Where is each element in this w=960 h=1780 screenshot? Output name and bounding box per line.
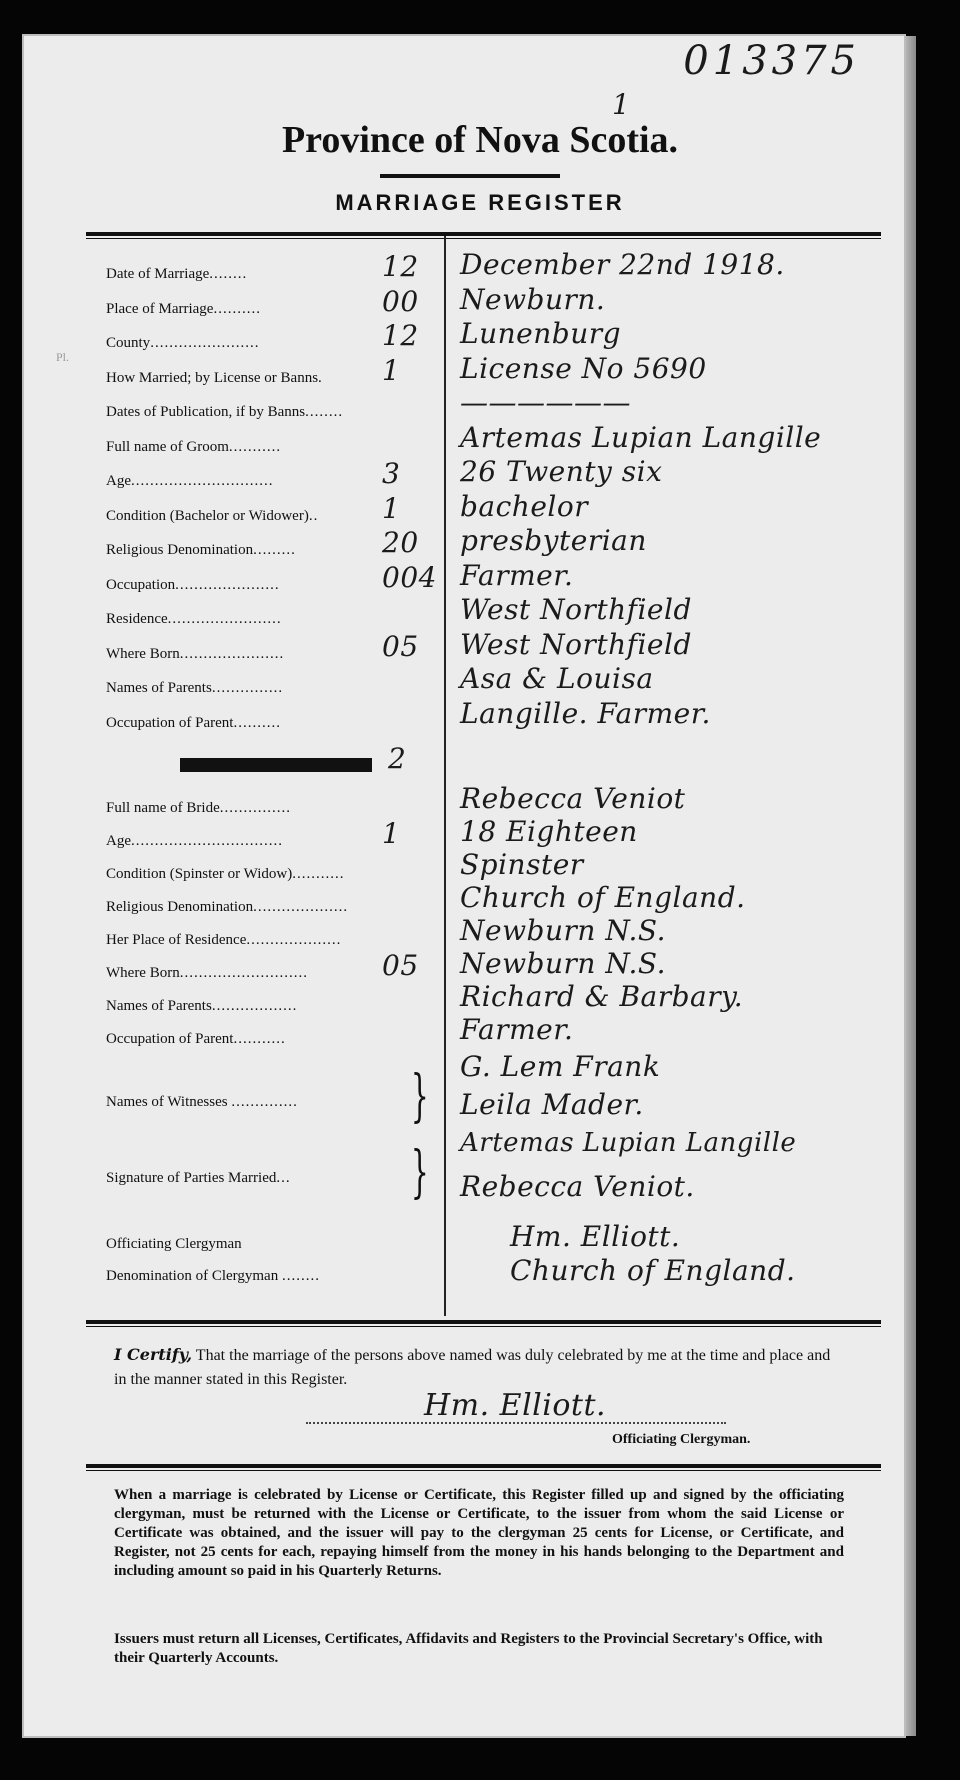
groom-row-value: Langille. Farmer.: [460, 696, 711, 730]
bride-row-code: 1: [382, 817, 401, 850]
groom-row-value: Artemas Lupian Langille: [460, 420, 822, 454]
separator-code: 2: [388, 742, 407, 775]
groom-row-code: 12: [382, 250, 419, 283]
groom-row-value: presbyterian: [460, 524, 647, 557]
groom-row-value: Lunenburg: [460, 317, 622, 350]
groom-row-label: Religious Denomination.........: [106, 542, 296, 558]
groom-row-value: 26 Twenty six: [460, 455, 663, 488]
groom-row-label: Occupation of Parent..........: [106, 714, 281, 731]
groom-row-value: December 22nd 1918.: [460, 248, 785, 281]
signature-caption: Officiating Clergyman.: [612, 1432, 751, 1447]
officiating-clergyman-value: Hm. Elliott.: [510, 1220, 681, 1253]
groom-row-label: Date of Marriage........: [106, 266, 248, 282]
footer-rule: [86, 1464, 881, 1468]
witnesses-label: Names of Witnesses ..............: [106, 1094, 298, 1110]
bride-row-label: Age................................: [106, 833, 283, 849]
certify-body: That the marriage of the persons above named was duly celebrated by me at the time and place and in the manner stated in this Register.: [114, 1347, 831, 1388]
footer-instructions: When a marriage is celebrated by License or Certificate, this Register filled up and signed by the officiating clergyman, must be returned with the License or Certificate, to the issuer from whom the said License or Certificate was obtained, and the issuer will pay to the clergyman 25 cents for License, or Certificate, and Register, not 25 cents for each, repaying himself from the money in his hands belonging to the Department and including amount so paid in his Quarterly Returns.: [114, 1487, 844, 1579]
bride-row-value: 18 Eighteen: [460, 815, 638, 848]
bride-row-label: Names of Parents..................: [106, 998, 298, 1014]
footer-note: Issuers must return all Licenses, Certificates, Affidavits and Registers to the Provincial Secretary's Office, with their Quarterly Accounts.: [114, 1631, 823, 1666]
witness-1: G. Lem Frank: [460, 1050, 661, 1083]
groom-row-label: Residence........................: [106, 611, 282, 627]
groom-row-label: Condition (Bachelor or Widower)..: [106, 507, 319, 524]
bride-row-label: Occupation of Parent...........: [106, 1031, 286, 1047]
bride-row-label: Religious Denomination....................: [106, 899, 349, 915]
groom-row-code: 05: [382, 629, 419, 663]
document-title: Province of Nova Scotia.: [281, 119, 679, 161]
bride-row-code: 05: [382, 949, 419, 982]
groom-row-value: West Northfield: [460, 627, 692, 661]
margin-mark: Pl.: [56, 350, 70, 364]
groom-row-label: Full name of Groom...........: [106, 438, 282, 455]
groom-row-value: Newburn.: [460, 282, 606, 316]
groom-row-value: Asa & Louisa: [460, 662, 654, 695]
groom-row-value: Farmer.: [460, 558, 574, 592]
clergyman-signature: Hm. Elliott.: [424, 1388, 607, 1423]
groom-row-code: 12: [382, 319, 419, 352]
groom-row-label: Dates of Publication, if by Banns........: [106, 404, 344, 420]
signatures-label: Signature of Parties Married...: [106, 1170, 291, 1186]
bride-row-label: Condition (Spinster or Widow)...........: [106, 866, 345, 882]
footer-rule-thin: [86, 1470, 881, 1471]
officiating-clergyman-label: Officiating Clergyman: [106, 1236, 242, 1252]
bride-row-value: Church of England.: [460, 881, 746, 914]
groom-row-value: West Northfield: [460, 593, 692, 626]
signature-groom: Artemas Lupian Langille: [460, 1128, 797, 1158]
bride-row-value: Farmer.: [460, 1013, 574, 1046]
certification-text: [114, 1343, 844, 1392]
groom-row-label: Occupation......................: [106, 576, 280, 593]
document-subtitle: MARRIAGE REGISTER: [335, 190, 625, 215]
bride-row-label: Where Born...........................: [106, 965, 308, 981]
header-rule-thin: [86, 238, 881, 239]
groom-row-code: 1: [382, 491, 401, 525]
groom-row-label: County.......................: [106, 335, 260, 351]
groom-row-label: Where Born......................: [106, 645, 285, 662]
bride-row-value: Richard & Barbary.: [460, 980, 744, 1013]
witness-2: Leila Mader.: [460, 1088, 644, 1121]
groom-row-label: Age..............................: [106, 473, 274, 489]
certify-rule-thin: [86, 1326, 881, 1327]
signature-bride: Rebecca Veniot.: [460, 1170, 695, 1203]
bride-row-value: Rebecca Veniot: [460, 782, 686, 815]
groom-row-value: bachelor: [460, 489, 589, 523]
title-mark: 1: [612, 88, 631, 121]
groom-row-value: License No 5690: [460, 351, 707, 385]
certify-rule: [86, 1320, 881, 1324]
bride-row-value: Newburn N.S.: [460, 947, 667, 980]
groom-row-label: Place of Marriage..........: [106, 300, 261, 317]
header-rule: [86, 232, 881, 236]
bride-row-value: Newburn N.S.: [460, 914, 667, 947]
groom-row-value: ——————: [460, 386, 631, 419]
serial-number: 013375: [683, 38, 860, 84]
groom-row-label: Names of Parents...............: [106, 680, 284, 696]
signatures-brace: }: [410, 1140, 429, 1205]
column-divider: [444, 236, 446, 1316]
redaction-bar: [180, 758, 372, 772]
bride-row-label: Full name of Bride...............: [106, 800, 291, 816]
witnesses-brace: }: [410, 1064, 429, 1129]
bride-row-value: Spinster: [460, 848, 584, 881]
certify-lead: I Certify,: [114, 1345, 193, 1364]
groom-row-code: 20: [382, 526, 419, 559]
groom-row-label: How Married; by License or Banns.: [106, 369, 323, 386]
groom-row-code: 3: [382, 457, 401, 490]
clergy-denomination-label: Denomination of Clergyman ........: [106, 1268, 320, 1284]
groom-row-code: 004: [382, 560, 437, 594]
bride-row-label: Her Place of Residence....................: [106, 932, 342, 948]
title-rule: [380, 174, 560, 178]
groom-row-code: 1: [382, 353, 401, 387]
groom-row-code: 00: [382, 284, 419, 318]
clergy-denomination-value: Church of England.: [510, 1254, 796, 1287]
